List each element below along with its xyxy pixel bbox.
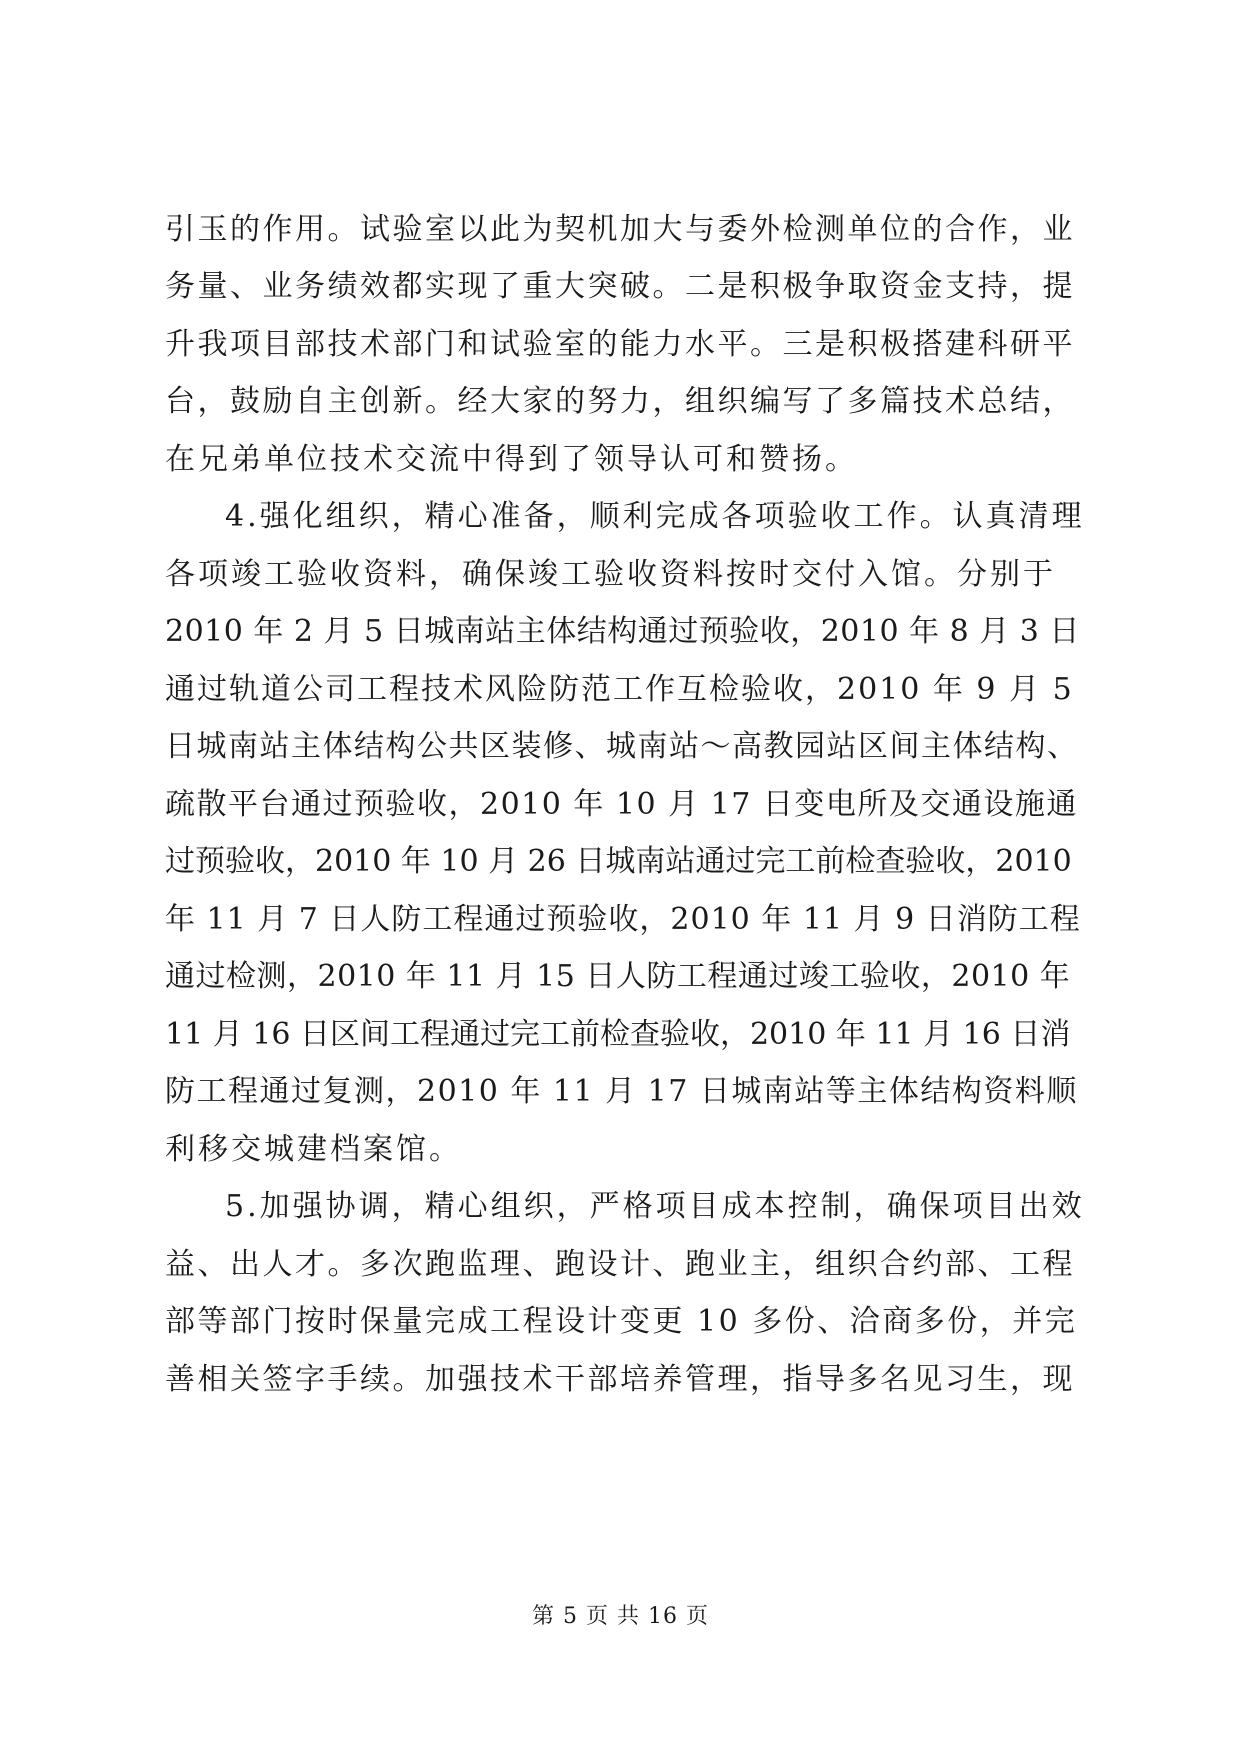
text-line: 防工程通过复测，2010 年 11 月 17 日城南站等主体结构资料顺 xyxy=(165,1074,1078,1109)
text-line: 务量、业务绩效都实现了重大突破。二是积极争取资金支持，提 xyxy=(165,269,1075,304)
text-line: 升我项目部技术部门和试验室的能力水平。三是积极搭建科研平 xyxy=(165,327,1075,362)
page-number: 第 5 页 共 16 页 xyxy=(532,1604,709,1629)
text-line: 过预验收，2010 年 10 月 26 日城南站通过完工前检查验收，2010 xyxy=(165,844,1072,879)
text-line: 通过轨道公司工程技术风险防范工作互检验收，2010 年 9 月 5 xyxy=(165,672,1074,707)
text-line: 善相关签字手续。加强技术干部培养管理，指导多名见习生，现 xyxy=(165,1362,1075,1397)
text-line: 引玉的作用。试验室以此为契机加大与委外检测单位的合作，业 xyxy=(165,212,1075,247)
text-line: 2010 年 2 月 5 日城南站主体结构通过预验收，2010 年 8 月 3 日 xyxy=(165,614,1080,649)
text-line: 益、出人才。多次跑监理、跑设计、跑业主，组织合约部、工程 xyxy=(165,1247,1075,1282)
text-line: 5.加强协调，精心组织，严格项目成本控制，确保项目出效 xyxy=(225,1189,1085,1224)
text-line: 疏散平台通过预验收，2010 年 10 月 17 日变电所及交通设施通 xyxy=(165,787,1078,822)
text-line: 在兄弟单位技术交流中得到了领导认可和赞扬。 xyxy=(165,442,858,477)
text-line: 各项竣工验收资料，确保竣工验收资料按时交付入馆。分别于 xyxy=(165,557,1056,592)
text-line: 年 11 月 7 日人防工程通过预验收，2010 年 11 月 9 日消防工程 xyxy=(165,902,1081,937)
text-line: 通过检测，2010 年 11 月 15 日人防工程通过竣工验收，2010 年 xyxy=(165,959,1071,994)
text-line: 日城南站主体结构公共区装修、城南站～高教园站区间主体结构、 xyxy=(165,729,1079,764)
text-line: 台，鼓励自主创新。经大家的努力，组织编写了多篇技术总结， xyxy=(165,384,1075,419)
text-line: 部等部门按时保量完成工程设计变更 10 多份、洽商多份，并完 xyxy=(165,1304,1078,1339)
text-line: 利移交城建档案馆。 xyxy=(165,1132,462,1167)
text-line: 11 月 16 日区间工程通过完工前检查验收，2010 年 11 月 16 日消 xyxy=(165,1017,1071,1052)
text-line: 4.强化组织，精心准备，顺利完成各项验收工作。认真清理 xyxy=(225,499,1085,534)
